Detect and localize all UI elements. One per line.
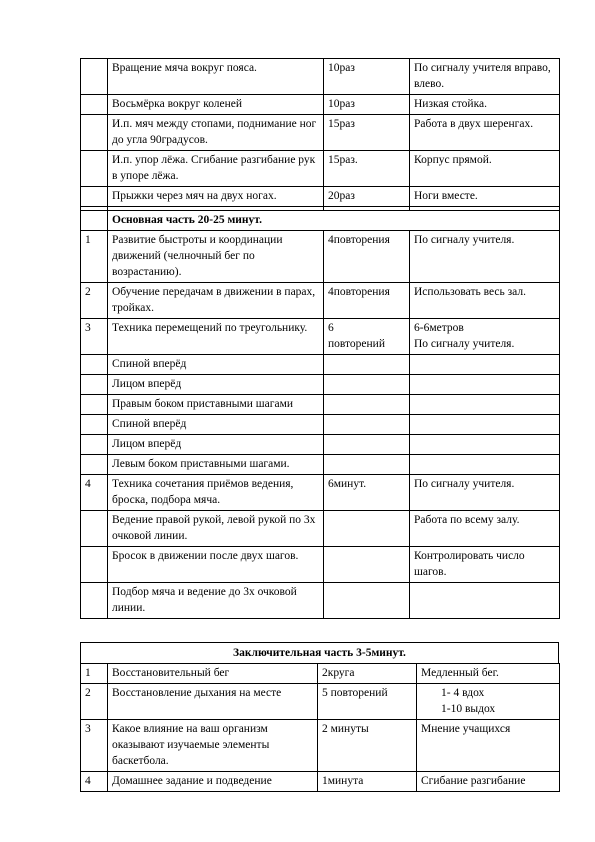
final-heading-table — [80, 642, 559, 664]
notes-cell: По сигналу учителя. — [410, 231, 560, 283]
exercise-cell: Лицом вперёд — [108, 435, 324, 455]
exercise-cell: Домашнее задание и подведение — [108, 772, 318, 792]
table-row — [81, 455, 560, 475]
exercise-cell: Восстановительный бег — [108, 664, 318, 684]
dosage-cell: 20раз — [324, 187, 410, 207]
row-number — [81, 375, 108, 395]
row-number — [81, 547, 108, 583]
notes-cell: Работа по всему залу. — [410, 511, 560, 547]
dosage-cell: 10раз — [324, 95, 410, 115]
dosage-cell: 15раз. — [324, 151, 410, 187]
dosage-cell: 2круга — [318, 664, 417, 684]
table-row — [81, 95, 560, 115]
notes-cell: Использовать весь зал. — [410, 283, 560, 319]
dosage-cell: 6 повторений — [324, 319, 410, 355]
dosage-cell: 4повторения — [324, 283, 410, 319]
row-number: 1 — [81, 664, 108, 684]
dosage-cell: 2 минуты — [318, 720, 417, 772]
exercise-cell: Восьмёрка вокруг коленей — [108, 95, 324, 115]
exercise-cell: Прыжки через мяч на двух ногах. — [108, 187, 324, 207]
row-number: 4 — [81, 475, 108, 511]
exercise-cell: И.п. мяч между стопами, поднимание ног до угла 90градусов. — [108, 115, 324, 151]
notes-cell — [410, 435, 560, 455]
notes-cell: Корпус прямой. — [410, 151, 560, 187]
notes-cell: 1- 4 вдох 1-10 выдох — [417, 684, 560, 720]
dosage-cell: 15раз — [324, 115, 410, 151]
notes-cell: Медленный бег. — [417, 664, 560, 684]
notes-cell: Контролировать число шагов. — [410, 547, 560, 583]
row-number: 3 — [81, 319, 108, 355]
dosage-cell: 5 повторений — [318, 684, 417, 720]
notes-cell — [410, 375, 560, 395]
row-number — [81, 355, 108, 375]
dosage-cell — [324, 511, 410, 547]
notes-cell — [410, 355, 560, 375]
row-number — [81, 415, 108, 435]
table-row — [81, 583, 560, 619]
warmup-rows — [81, 59, 560, 211]
final-heading: Заключительная часть 3-5минут. — [81, 643, 559, 664]
table-row — [81, 511, 560, 547]
notes-cell: Работа в двух шеренгах. — [410, 115, 560, 151]
row-number — [81, 115, 108, 151]
row-number: 1 — [81, 231, 108, 283]
row-number — [81, 59, 108, 95]
dosage-cell — [324, 395, 410, 415]
row-number: 3 — [81, 720, 108, 772]
exercise-cell: Левым боком приставными шагами. — [108, 455, 324, 475]
table-row — [81, 547, 560, 583]
dosage-cell — [324, 455, 410, 475]
table-row — [81, 475, 560, 511]
row-number — [81, 95, 108, 115]
notes-cell: Низкая стойка. — [410, 95, 560, 115]
exercise-cell: Развитие быстроты и координации движений (челночный бег по возрастанию). — [108, 231, 324, 283]
main-section — [81, 211, 560, 231]
row-number — [81, 455, 108, 475]
dosage-cell: 10раз — [324, 59, 410, 95]
table-row — [81, 435, 560, 455]
dosage-cell — [324, 375, 410, 395]
row-number — [81, 395, 108, 415]
notes-cell: Ноги вместе. — [410, 187, 560, 207]
table-row — [81, 355, 560, 375]
exercise-cell: Ведение правой рукой, левой рукой по 3х очковой линии. — [108, 511, 324, 547]
notes-cell: По сигналу учителя вправо, влево. — [410, 59, 560, 95]
dosage-cell: 1минута — [318, 772, 417, 792]
exercise-cell: Спиной вперёд — [108, 415, 324, 435]
table-row — [81, 664, 560, 684]
exercise-cell: Бросок в движении после двух шагов. — [108, 547, 324, 583]
row-number: 4 — [81, 772, 108, 792]
row-number — [81, 151, 108, 187]
exercise-cell: Подбор мяча и ведение до 3х очковой линии. — [108, 583, 324, 619]
main-rows — [81, 231, 560, 619]
main-heading: Основная часть 20-25 минут. — [108, 211, 560, 231]
exercise-cell: Обучение передачам в движении в парах, тройках. — [108, 283, 324, 319]
row-number — [81, 187, 108, 207]
notes-cell: Сгибание разгибание — [417, 772, 560, 792]
table-row — [81, 151, 560, 187]
dosage-cell — [324, 435, 410, 455]
notes-cell: По сигналу учителя. — [410, 475, 560, 511]
table-cell — [81, 211, 108, 231]
main-heading-row — [81, 211, 560, 231]
exercise-cell: Вращение мяча вокруг пояса. — [108, 59, 324, 95]
dosage-cell — [324, 547, 410, 583]
exercise-cell: И.п. упор лёжа. Сгибание разгибание рук в упоре лёжа. — [108, 151, 324, 187]
notes-cell — [410, 455, 560, 475]
dosage-cell — [324, 583, 410, 619]
exercise-cell: Какое влияние на ваш организм оказывают изучаемые элементы баскетбола. — [108, 720, 318, 772]
dosage-cell — [324, 355, 410, 375]
table-row — [81, 319, 560, 355]
notes-cell — [410, 395, 560, 415]
notes-cell — [410, 583, 560, 619]
exercise-cell: Восстановление дыхания на месте — [108, 684, 318, 720]
lesson-table-final — [80, 663, 560, 792]
row-number — [81, 511, 108, 547]
table-row — [81, 59, 560, 95]
final-rows — [81, 664, 560, 792]
row-number: 2 — [81, 684, 108, 720]
table-row — [81, 187, 560, 207]
row-number — [81, 435, 108, 455]
exercise-cell: Правым боком приставными шагами — [108, 395, 324, 415]
lesson-table-upper — [80, 58, 560, 619]
table-row — [81, 772, 560, 792]
table-row — [81, 231, 560, 283]
table-row — [81, 375, 560, 395]
exercise-cell: Техника сочетания приёмов ведения, броска, подбора мяча. — [108, 475, 324, 511]
row-number: 2 — [81, 283, 108, 319]
dosage-cell — [324, 415, 410, 435]
exercise-cell: Лицом вперёд — [108, 375, 324, 395]
exercise-cell: Техника перемещений по треугольнику. — [108, 319, 324, 355]
table-row — [81, 283, 560, 319]
notes-cell — [410, 415, 560, 435]
dosage-cell: 6минут. — [324, 475, 410, 511]
table-row — [81, 415, 560, 435]
table-row — [81, 684, 560, 720]
dosage-cell: 4повторения — [324, 231, 410, 283]
table-row — [81, 395, 560, 415]
table-row — [81, 720, 560, 772]
notes-cell: Мнение учащихся — [417, 720, 560, 772]
table-row — [81, 115, 560, 151]
row-number — [81, 583, 108, 619]
notes-cell: 6-6метров По сигналу учителя. — [410, 319, 560, 355]
exercise-cell: Спиной вперёд — [108, 355, 324, 375]
